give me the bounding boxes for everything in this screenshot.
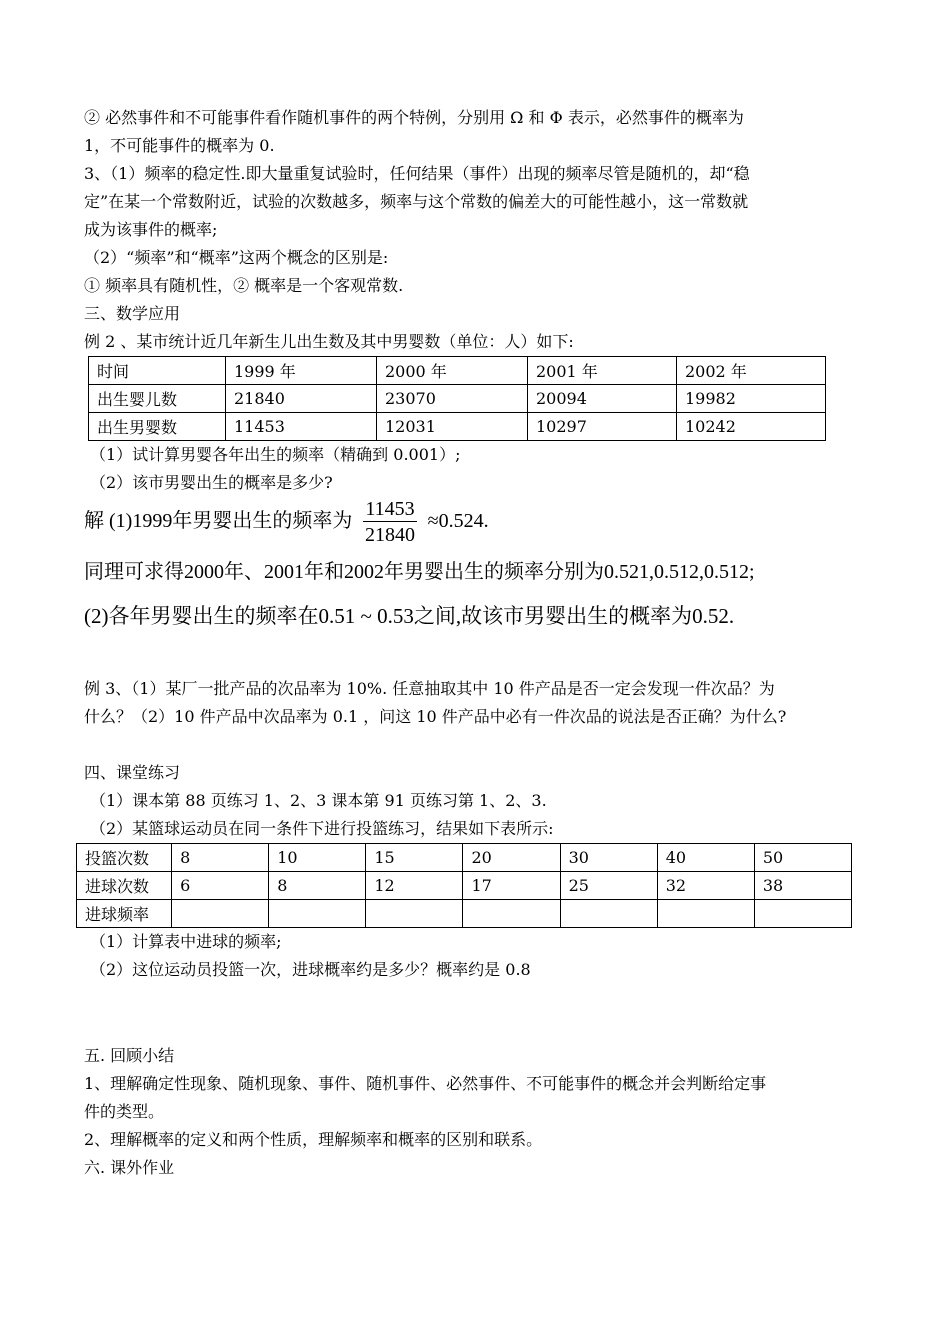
solution-line-3: (2)各年男婴出生的频率在0.51 ~ 0.53之间,故该市男婴出生的概率为0.52.	[84, 604, 735, 628]
table-row	[89, 357, 826, 385]
intro-line-7: ① 频率具有随机性，② 概率是一个客观常数.	[84, 276, 404, 295]
practice-2: （2）某篮球运动员在同一条件下进行投篮练习，结果如下表所示:	[90, 819, 554, 838]
table-cell: 1999 年	[226, 357, 377, 385]
table-cell	[754, 900, 851, 928]
table-cell: 25	[560, 872, 657, 900]
table-cell: 12	[366, 872, 463, 900]
table-cell: 19982	[677, 385, 826, 413]
table-cell: 12031	[377, 413, 528, 441]
intro-line-4: 定”在某一个常数附近，试验的次数越多，频率与这个常数的偏差大的可能性越小，这一常数就	[84, 192, 749, 211]
table-cell	[560, 900, 657, 928]
table-cell: 20	[463, 844, 560, 872]
table-cell: 38	[754, 872, 851, 900]
summary-line-2: 件的类型。	[84, 1102, 165, 1121]
summary-line-3: 2、理解概率的定义和两个性质，理解频率和概率的区别和联系。	[84, 1130, 543, 1149]
fraction	[363, 497, 416, 548]
solution-suffix: ≈0.524.	[427, 510, 489, 533]
fraction-numerator: 11453	[365, 498, 415, 520]
table-cell: 6	[172, 872, 269, 900]
table-cell: 出生男婴数	[89, 413, 226, 441]
question-1: （1）试计算男婴各年出生的频率（精确到 0.001）;	[90, 445, 461, 464]
solution-line-2: 同理可求得2000年、2001年和2002年男婴出生的频率分别为0.521,0.512,0.512;	[84, 561, 755, 583]
practice-1: （1）课本第 88 页练习 1、2、3 课本第 91 页练习第 1、2、3.	[90, 791, 547, 810]
table-row	[89, 385, 826, 413]
fraction-denominator: 21840	[364, 524, 415, 546]
section-5-title: 五. 回顾小结	[84, 1046, 175, 1065]
shooting-table	[76, 843, 852, 928]
intro-line-1: ② 必然事件和不可能事件看作随机事件的两个特例，分别用 Ω 和 Φ 表示，必然事件的概率为	[84, 108, 744, 127]
intro-line-2: 1，不可能事件的概率为 0.	[84, 136, 275, 155]
table-cell	[269, 900, 366, 928]
intro-line-3: 3、（1）频率的稳定性.即大量重复试验时，任何结果（事件）出现的频率尽管是随机的，却“稳	[84, 164, 750, 183]
table-row	[77, 900, 852, 928]
table-cell: 2002 年	[677, 357, 826, 385]
table-cell: 40	[657, 844, 754, 872]
table-cell: 23070	[377, 385, 528, 413]
table-cell	[366, 900, 463, 928]
table-cell: 17	[463, 872, 560, 900]
example-2-text: 例 2 、某市统计近几年新生儿出生数及其中男婴数（单位：人）如下:	[84, 332, 574, 351]
section-4-title: 四、课堂练习	[84, 763, 181, 782]
table-cell: 30	[560, 844, 657, 872]
document-page	[84, 104, 884, 1182]
table-cell: 15	[366, 844, 463, 872]
practice-question-2: （2）这位运动员投篮一次，进球概率约是多少？概率约是 0.8	[90, 960, 531, 979]
summary-line-1: 1、理解确定性现象、随机现象、事件、随机事件、必然事件、不可能事件的概念并会判断给定事	[84, 1074, 767, 1093]
table-cell	[172, 900, 269, 928]
table-row	[77, 844, 852, 872]
intro-line-5: 成为该事件的概率;	[84, 220, 218, 239]
table-cell: 进球次数	[77, 872, 172, 900]
table-cell: 进球频率	[77, 900, 172, 928]
table-cell: 20094	[528, 385, 677, 413]
example-3-line-2: 什么？（2）10 件产品中次品率为 0.1 ，问这 10 件产品中必有一件次品的说法是否正确？为什么?	[84, 707, 787, 726]
table-cell: 8	[172, 844, 269, 872]
practice-question-1: （1）计算表中进球的频率;	[90, 932, 282, 951]
table-cell: 10	[269, 844, 366, 872]
table-cell: 出生婴儿数	[89, 385, 226, 413]
table-cell: 11453	[226, 413, 377, 441]
table-cell: 2000 年	[377, 357, 528, 385]
solution-prefix: 解 (1)1999年男婴出生的频率为	[84, 510, 353, 533]
table-row	[77, 872, 852, 900]
table-cell: 时间	[89, 357, 226, 385]
table-cell: 8	[269, 872, 366, 900]
section-3-title: 三、数学应用	[84, 304, 181, 323]
table-cell: 10242	[677, 413, 826, 441]
births-table	[88, 356, 826, 441]
table-cell: 投篮次数	[77, 844, 172, 872]
example-3-line-1: 例 3、（1）某厂一批产品的次品率为 10%. 任意抽取其中 10 件产品是否一定会发现一件次品？为	[84, 679, 775, 698]
table-cell: 21840	[226, 385, 377, 413]
table-cell: 10297	[528, 413, 677, 441]
table-cell: 2001 年	[528, 357, 677, 385]
section-6-title: 六. 课外作业	[84, 1158, 175, 1177]
table-cell	[657, 900, 754, 928]
table-cell: 50	[754, 844, 851, 872]
table-cell	[463, 900, 560, 928]
solution-line-1	[84, 497, 884, 557]
table-cell: 32	[657, 872, 754, 900]
table-row	[89, 413, 826, 441]
question-2: （2）该市男婴出生的概率是多少?	[90, 473, 333, 492]
intro-line-6: （2）“频率”和“概率”这两个概念的区别是:	[84, 248, 389, 267]
